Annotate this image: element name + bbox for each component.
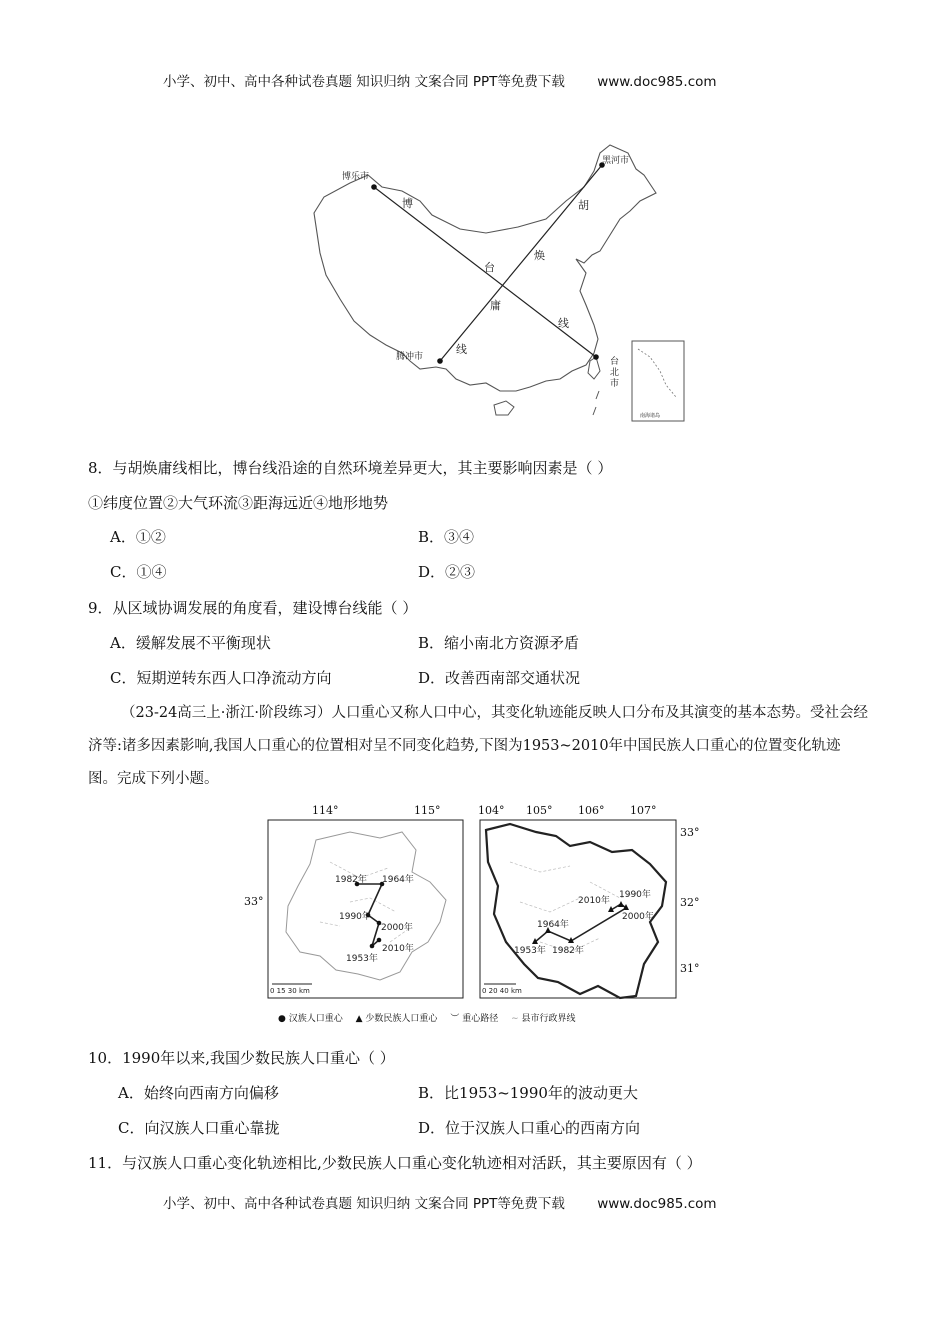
right-region-outline [486, 824, 666, 998]
right-lon-106: 106° [578, 804, 605, 817]
label-yong: 庸 [490, 299, 501, 312]
left-lon-115: 115° [414, 804, 441, 817]
q9-option-d[interactable]: D．改善西南部交通状况 [418, 669, 581, 687]
right-lon-105: 105° [526, 804, 553, 817]
map-legend [278, 1011, 576, 1024]
right-lat-32: 32° [680, 896, 700, 909]
label-bo: 博 [402, 197, 413, 210]
china-map [310, 135, 690, 425]
label-taibei: 台北市 [610, 357, 620, 389]
q8-option-b[interactable]: B．③④ [418, 528, 475, 546]
q10-option-b[interactable]: B．比1953~1990年的波动更大 [418, 1084, 638, 1102]
right-label-1982: 1982年 [552, 946, 584, 956]
q10-option-d[interactable]: D．位于汉族人口重心的西南方向 [418, 1119, 641, 1137]
right-lon-104: 104° [478, 804, 505, 817]
label-tengchong: 腾冲市 [396, 352, 424, 362]
tengchong-dot [437, 358, 443, 364]
left-label-2000: 2000年 [381, 923, 413, 933]
right-label-1953: 1953年 [514, 946, 546, 956]
legend-path-symbol: ︶ [450, 1014, 460, 1024]
q9-stem: 9．从区域协调发展的角度看，建设博台线能（ ） [88, 599, 418, 617]
label-xian1: 线 [558, 317, 569, 330]
q9-option-a[interactable]: A．缓解发展不平衡现状 [110, 634, 271, 652]
footer-site[interactable]: www.doc985.com [597, 1196, 717, 1212]
q10-option-a[interactable]: A．始终向西南方向偏移 [118, 1084, 279, 1102]
label-tai: 台 [484, 261, 495, 274]
label-bole: 博乐市 [342, 172, 370, 182]
legend-han: 汉族人口重心 [288, 1014, 343, 1024]
right-map-frame [480, 820, 676, 998]
legend-minority: 少数民族人口重心 [365, 1014, 438, 1024]
left-lon-114: 114° [312, 804, 339, 817]
q10-option-c[interactable]: C．向汉族人口重心靠拢 [118, 1119, 280, 1137]
label-huan: 焕 [534, 249, 545, 262]
legend-han-symbol: ● [278, 1014, 286, 1024]
label-heihe: 黑河市 [602, 156, 630, 166]
q9-option-c[interactable]: C．短期逆转东西人口净流动方向 [110, 669, 332, 687]
right-label-1990: 1990年 [619, 890, 651, 900]
right-label-1964: 1964年 [537, 920, 569, 930]
left-pt-1953 [370, 944, 375, 949]
right-lat-31: 31° [680, 962, 700, 975]
page-footer: 小学、初中、高中各种试卷真题 知识归纳 文案合同 PPT等免费下载 www.doc985.com [163, 1196, 717, 1212]
left-label-2010: 2010年 [382, 944, 414, 954]
right-pt-2000 [618, 901, 624, 907]
left-pt-2010 [377, 938, 382, 943]
inset-label: 南海诸岛 [640, 413, 661, 419]
left-label-1953: 1953年 [346, 954, 378, 964]
label-xian2: 线 [456, 343, 467, 356]
right-label-2000: 2000年 [622, 912, 654, 922]
page-header: 小学、初中、高中各种试卷真题 知识归纳 文案合同 PPT等免费下载 www.doc985.com [163, 74, 717, 90]
left-label-1982: 1982年 [335, 875, 367, 885]
intro-paragraph: （23-24高三上·浙江·阶段练习）人口重心又称人口中心，其变化轨迹能反映人口分布及其演变的基本态势。受社会经济等:诸多因素影响,我国人口重心的位置相对呈不同变化趋势,下图为1953~2010年中国民族人口重心的位置变化轨迹图。完成下列小题。 [88, 705, 869, 787]
label-hu: 胡 [578, 199, 589, 212]
south-china-sea-inset [632, 341, 684, 421]
right-scale: 0 20 40 km [482, 987, 522, 995]
q8-stem: 8．与胡焕庸线相比，博台线沿途的自然环境差异更大，其主要影响因素是（ ） [88, 459, 613, 477]
legend-border-symbol: ∼ [511, 1014, 519, 1024]
q11-stem: 11．与汉族人口重心变化轨迹相比,少数民族人口重心变化轨迹相对活跃，其主要原因有（ ） [88, 1154, 702, 1172]
right-lon-107: 107° [630, 804, 657, 817]
right-label-2010: 2010年 [578, 896, 610, 906]
q8-option-d[interactable]: D．②③ [418, 563, 476, 581]
left-label-1964: 1964年 [382, 875, 414, 885]
hu-line [440, 165, 602, 361]
legend-minority-symbol: ▲ [355, 1014, 363, 1024]
taibei-dot [593, 354, 599, 360]
bole-dot [371, 184, 377, 190]
q8-option-a[interactable]: A．①② [110, 528, 166, 546]
q8-option-c[interactable]: C．①④ [110, 563, 167, 581]
q9-option-b[interactable]: B．缩小南北方资源矛盾 [418, 634, 580, 652]
header-site[interactable]: www.doc985.com [597, 74, 717, 90]
gravity-center-maps [240, 802, 710, 1032]
q10-stem: 10．1990年以来,我国少数民族人口重心（ ） [88, 1049, 395, 1067]
left-label-1990: 1990年 [339, 912, 371, 922]
legend-path: 重心路径 [462, 1014, 499, 1024]
q8-items: ①纬度位置②大气环流③距海远近④地形地势 [88, 494, 389, 512]
hainan-island [494, 401, 514, 415]
left-lat-33: 33° [244, 895, 264, 908]
left-map-frame [268, 820, 463, 998]
right-lat-33: 33° [680, 826, 700, 839]
left-scale: 0 15 30 km [270, 987, 310, 995]
legend-border: 县市行政界线 [521, 1014, 576, 1024]
taiwan-island [588, 357, 600, 379]
